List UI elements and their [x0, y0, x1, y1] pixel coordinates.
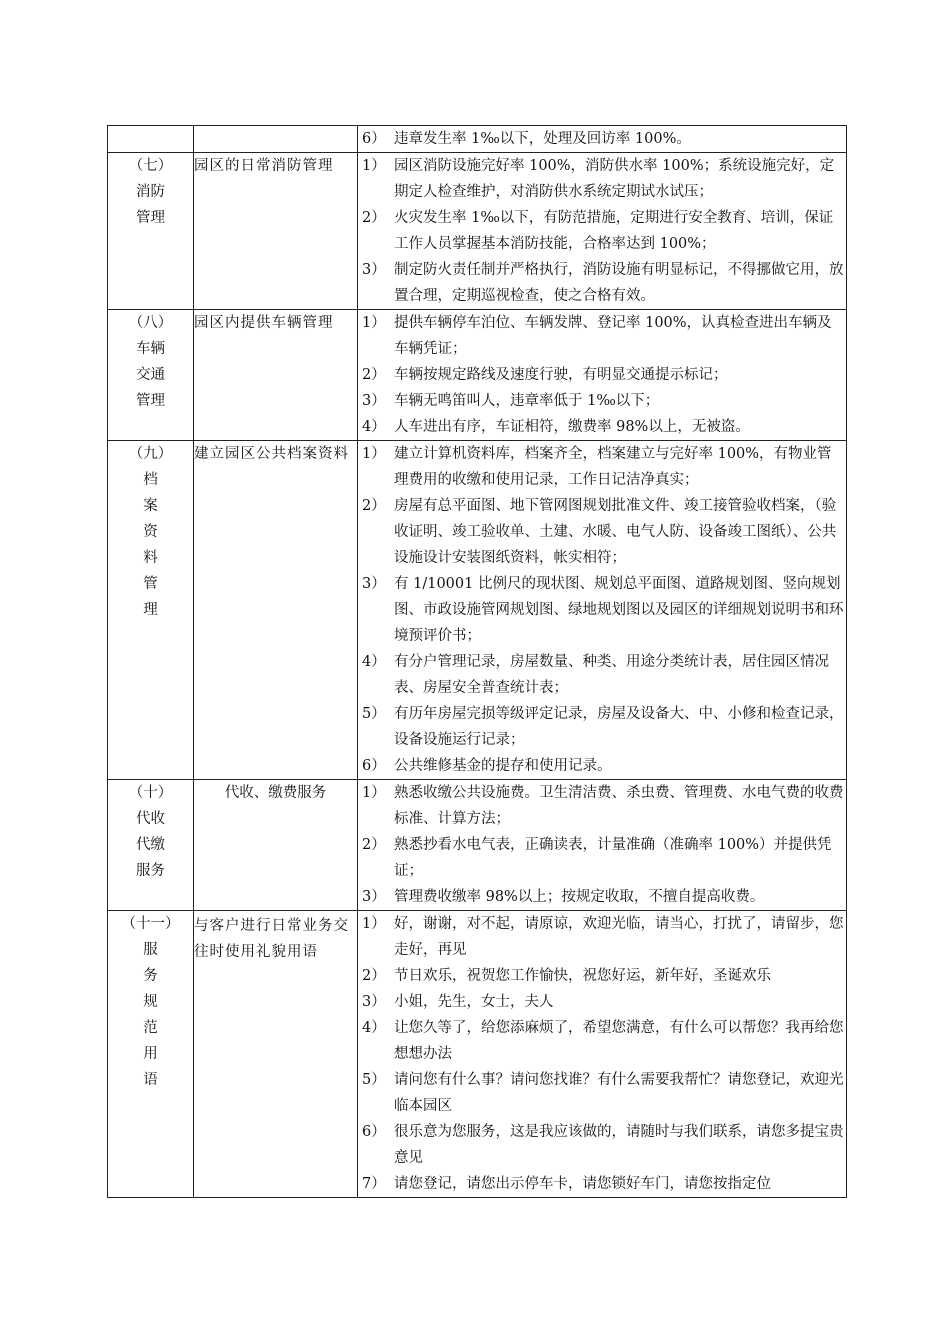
- item-text: 管理费收缴率 98%以上；按规定收取，不擅自提高收费。: [394, 889, 765, 905]
- requirement-item: [358, 701, 846, 753]
- requirement-item: [358, 257, 846, 309]
- category-label: （十一）: [121, 916, 180, 932]
- category-label: 料: [143, 550, 158, 566]
- category-cell: [108, 441, 194, 780]
- table-row: [108, 441, 847, 780]
- requirement-item: [358, 153, 846, 205]
- table-row: [108, 310, 847, 441]
- item-text: 有 1/10001 比例尺的现状图、规划总平面图、道路规划图、竖向规划图、市政设施管网规划图、绿地规划图以及园区的详细规划说明书和环境预评价书；: [394, 576, 844, 644]
- category-label: 资: [143, 524, 158, 540]
- item-text: 节日欢乐，祝贺您工作愉快，祝您好运，新年好，圣诞欢乐: [394, 968, 771, 984]
- item-number: 3）: [362, 576, 386, 592]
- category-label: 管理: [136, 393, 165, 409]
- requirement-item: [358, 362, 846, 388]
- item-text: 熟悉抄看水电气表，正确读表，计量准确（准确率 100%）并提供凭证；: [394, 837, 832, 879]
- item-text: 人车进出有序，车证相符，缴费率 98%以上，无被盗。: [394, 419, 750, 435]
- item-number: 3）: [362, 889, 386, 905]
- item-number: 1）: [362, 785, 386, 801]
- item-number: 3）: [362, 994, 386, 1010]
- item-text: 违章发生率 1‰以下，处理及回访率 100%。: [394, 131, 691, 147]
- item-text: 很乐意为您服务，这是我应该做的，请随时与我们联系，请您多提宝贵意见: [394, 1124, 844, 1166]
- item-number: 7）: [362, 1176, 386, 1192]
- requirement-item: [358, 753, 846, 779]
- scope-cell: 与客户进行日常业务交往时使用礼貌用语: [194, 911, 358, 1198]
- category-label: 管: [143, 576, 158, 592]
- category-label: 车辆: [136, 341, 165, 357]
- requirement-item: [358, 884, 846, 910]
- category-label: （八）: [128, 315, 173, 331]
- scope-cell: 园区的日常消防管理: [194, 153, 358, 310]
- requirement-item: [358, 649, 846, 701]
- item-number: 2）: [362, 837, 386, 853]
- requirement-item: [358, 126, 846, 152]
- requirement-item: [358, 414, 846, 440]
- item-number: 2）: [362, 498, 386, 514]
- category-cell: [108, 780, 194, 911]
- category-label: 范: [143, 1020, 158, 1036]
- item-text: 火灾发生率 1‰以下，有防范措施，定期进行安全教育、培训，保证工作人员掌握基本消防技能，合格率达到 100%；: [394, 210, 834, 252]
- category-label: （七）: [128, 158, 173, 174]
- item-text: 有历年房屋完损等级评定记录，房屋及设备大、中、小修和检查记录，设备设施运行记录；: [394, 706, 844, 748]
- requirements-cell: [358, 126, 847, 153]
- requirement-item: [358, 441, 846, 493]
- requirements-cell: [358, 310, 847, 441]
- scope-cell: 建立园区公共档案资料: [194, 441, 358, 780]
- requirements-cell: [358, 153, 847, 310]
- category-label: 务: [143, 968, 158, 984]
- category-label: 规: [143, 994, 158, 1010]
- item-text: 公共维修基金的提存和使用记录。: [394, 758, 612, 774]
- requirement-item: [358, 780, 846, 832]
- requirement-item: [358, 1067, 846, 1119]
- item-text: 制定防火责任制并严格执行，消防设施有明显标记，不得挪做它用，放置合理，定期巡视检查，使之合格有效。: [394, 262, 844, 304]
- requirement-item: [358, 989, 846, 1015]
- table-body: [108, 126, 847, 1198]
- category-label: 代收: [136, 811, 165, 827]
- table-row: [108, 126, 847, 153]
- item-number: 6）: [362, 758, 386, 774]
- item-number: 1）: [362, 916, 386, 932]
- item-text: 车辆无鸣笛叫人，违章率低于 1‰以下；: [394, 393, 660, 409]
- item-text: 车辆按规定路线及速度行驶，有明显交通提示标记；: [394, 367, 728, 383]
- requirements-cell: [358, 911, 847, 1198]
- scope-cell: 园区内提供车辆管理: [194, 310, 358, 441]
- category-label: （九）: [128, 446, 173, 462]
- scope-cell: [194, 126, 358, 153]
- item-number: 1）: [362, 446, 386, 462]
- item-number: 4）: [362, 1020, 386, 1036]
- category-cell: [108, 911, 194, 1198]
- item-text: 熟悉收缴公共设施费。卫生清洁费、杀虫费、管理费、水电气费的收费标准、计算方法；: [394, 785, 844, 827]
- item-text: 房屋有总平面图、地下管网图规划批准文件、竣工接管验收档案，（验收证明、竣工验收单、土建、水暖、电气人防、设备竣工图纸）、公共设施设计安装图纸资料，帐实相符；: [394, 498, 837, 566]
- item-text: 提供车辆停车泊位、车辆发牌、登记率 100%，认真检查进出车辆及车辆凭证；: [394, 315, 832, 357]
- requirements-cell: [358, 441, 847, 780]
- category-cell: [108, 310, 194, 441]
- category-cell: [108, 153, 194, 310]
- requirement-item: [358, 571, 846, 649]
- item-number: 5）: [362, 1072, 386, 1088]
- item-text: 建立计算机资料库，档案齐全，档案建立与完好率 100%，有物业管理费用的收缴和使用记录，工作日记洁净真实；: [394, 446, 832, 488]
- category-label: 档: [143, 472, 158, 488]
- item-number: 4）: [362, 654, 386, 670]
- item-number: 2）: [362, 367, 386, 383]
- category-label: 交通: [136, 367, 165, 383]
- requirement-item: [358, 493, 846, 571]
- item-number: 6）: [362, 1124, 386, 1140]
- scope-cell: 代收、缴费服务: [194, 780, 358, 911]
- item-number: 1）: [362, 158, 386, 174]
- requirement-item: [358, 310, 846, 362]
- item-text: 好，谢谢，对不起，请原谅，欢迎光临，请当心，打扰了，请留步，您走好，再见: [394, 916, 844, 958]
- table-row: [108, 780, 847, 911]
- requirement-item: [358, 911, 846, 963]
- table-row: [108, 153, 847, 310]
- category-label: 理: [143, 602, 158, 618]
- category-label: 管理: [136, 210, 165, 226]
- item-text: 有分户管理记录，房屋数量、种类、用途分类统计表，居住园区情况表、房屋安全普查统计表；: [394, 654, 829, 696]
- item-number: 6）: [362, 131, 386, 147]
- item-number: 2）: [362, 968, 386, 984]
- requirement-item: [358, 963, 846, 989]
- requirement-item: [358, 388, 846, 414]
- category-label: 服: [143, 942, 158, 958]
- item-text: 园区消防设施完好率 100%，消防供水率 100%；系统设施完好，定期定人检查维护，对消防供水系统定期试水试压；: [394, 158, 835, 200]
- item-number: 2）: [362, 210, 386, 226]
- category-label: 代缴: [136, 837, 165, 853]
- category-label: （十）: [128, 785, 173, 801]
- item-text: 请问您有什么事？请问您找谁？有什么需要我帮忙？请您登记，欢迎光临本园区: [394, 1072, 844, 1114]
- category-label: 案: [143, 498, 158, 514]
- table-row: [108, 911, 847, 1198]
- requirement-item: [358, 1171, 846, 1197]
- category-label: 服务: [136, 863, 165, 879]
- requirement-item: [358, 1015, 846, 1067]
- category-label: 消防: [136, 184, 165, 200]
- item-text: 小姐，先生，女士，夫人: [394, 994, 554, 1010]
- item-number: 1）: [362, 315, 386, 331]
- category-cell: [108, 126, 194, 153]
- category-label: 用: [143, 1046, 158, 1062]
- item-number: 4）: [362, 419, 386, 435]
- property-standards-table: [107, 125, 847, 1198]
- requirement-item: [358, 205, 846, 257]
- requirements-cell: [358, 780, 847, 911]
- item-text: 让您久等了，给您添麻烦了，希望您满意，有什么可以帮您？我再给您想想办法: [394, 1020, 844, 1062]
- item-number: 5）: [362, 706, 386, 722]
- requirement-item: [358, 832, 846, 884]
- category-label: 语: [143, 1072, 158, 1088]
- item-number: 3）: [362, 393, 386, 409]
- item-text: 请您登记，请您出示停车卡，请您锁好车门，请您按指定位: [394, 1176, 771, 1192]
- requirement-item: [358, 1119, 846, 1171]
- item-number: 3）: [362, 262, 386, 278]
